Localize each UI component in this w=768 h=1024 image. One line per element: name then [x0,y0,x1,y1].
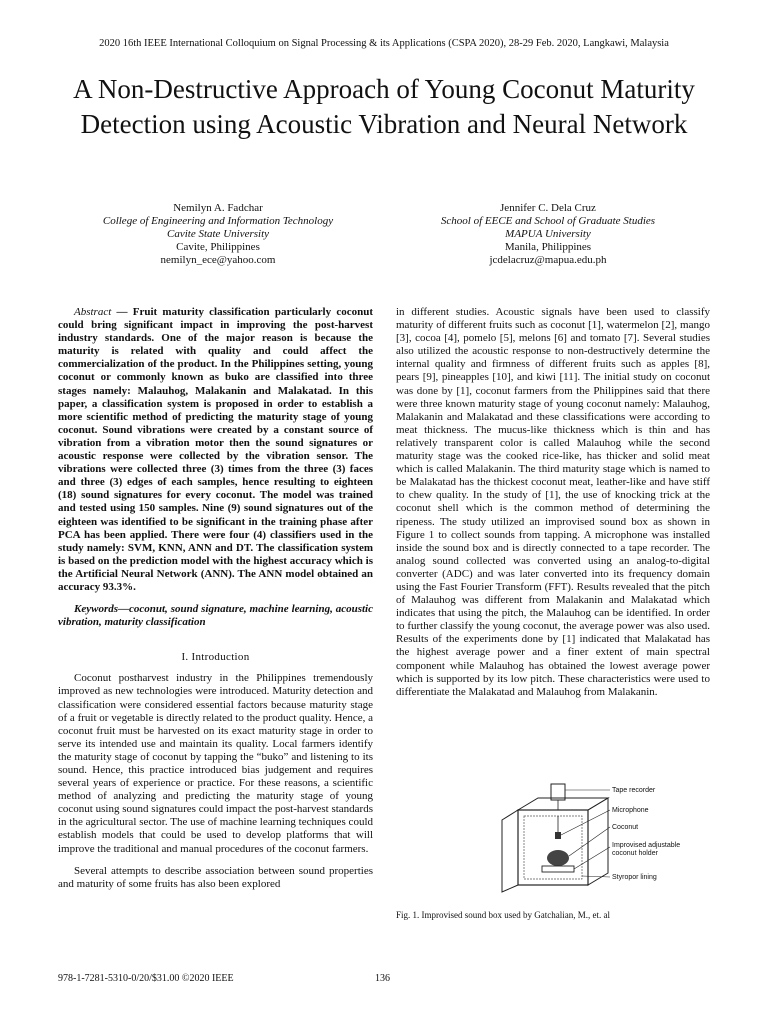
coconut-holder-shape [542,866,574,872]
page-number: 136 [375,973,390,984]
author-block-1 [68,202,368,267]
intro-paragraph-2-continued: in different studies. Acoustic signals have been used to classify maturity of different fruits such as coconut [1], watermelon [2], mango [3], cocoa [4], pomelo [5], melons [6] and tomato [7]. Several studies also utilized the acoustic response to non-destructively determine the internal quality and firmness of different fruits such as apples [8], pears [9], pineapples [10], and kiwi [11]. The initial study on coconut was done by [1], coconut farmers from the Philippines said that there were three known maturity stage of young coconut namely: Malauhog, Malakanin and Malakatad and these classifications were according to meat thickness. The mucus-like thickness which is thin and has relatively transparent color is called Malauhog while the second maturity stage was the cooked rice-like, has thicker and solid meat which is called Malakanin. The third maturity stage which is named to be Malakatad has the thickest coconut meat, leather-like and have stiff to chew quality. In the study of [1], the use of knocking trick at the coconut shell which is the common method of determining the ripeness. The study utilized an improvised sound box as shown in Figure 1 to collect sounds from tapping. A microphone was installed inside the sound box and is directly connected to a tape recorder. The analog sound collected was converted using an analog-to-digital converter (ADC) and was later converted into its frequency domain using the Fast Fourier Transform (FFT). Results revealed that the pitch of Malauhog was different from Malakanin and Malakatad which indicates that using the pitch, the Malauhog can be identified. In order to further classify the young coconut, the average power was also used. Results of the experiments done by [1] indicated that Malakatad has the highest average power and a finer extent of main spectral component while Malauhog has obtained the lowest average power which is supported by its low pitch. These characteristics were used to differentiate the Malakatad and Malauhog from Malakanin. [396,306,710,698]
footer-isbn: 978-1-7281-5310-0/20/$31.00 ©2020 IEEE [58,973,234,984]
label-microphone: Microphone [612,807,649,814]
label-tape-recorder: Tape recorder [612,787,656,794]
intro-paragraph-2: Several attempts to describe association between sound properties and maturity of some fruits has also been explored [58,864,373,890]
coconut-shape [547,850,569,866]
box-side [588,798,608,885]
label-holder-line1: Improvised adjustable [612,842,681,849]
author-name: Jennifer C. Dela Cruz [500,202,596,214]
label-styropor: Styropor lining [612,874,657,881]
box-front [518,810,588,885]
abstract-label: Abstract [74,306,112,318]
label-holder-line2: coconut holder [612,850,658,857]
styropor-lining-shape [524,816,582,879]
left-column [58,306,373,891]
box-door [502,810,518,892]
author-institution: Cavite State University [166,228,270,240]
author-affiliation: College of Engineering and Information Technology [102,215,334,227]
author-block-2 [398,202,698,267]
author-location: Cavite, Philippines [176,241,260,253]
paper-title: A Non-Destructive Approach of Young Coconut Maturity Detection using Acoustic Vibration and Neural Network [73,74,695,139]
leader-line [574,847,610,869]
keywords: Keywords—coconut, sound signature, machine learning, acoustic vibration, maturity classification [58,603,373,629]
conference-header: 2020 16th IEEE International Colloquium on Signal Processing & its Applications (CSPA 2020), 28-29 Feb. 2020, Langkawi, Malaysia [99,38,669,49]
author-email: jcdelacruz@mapua.edu.ph [489,254,607,266]
abstract [58,306,373,594]
author-affiliation: School of EECE and School of Graduate Studies [440,215,656,227]
right-column [396,306,710,699]
figure-caption: Fig. 1. Improvised sound box used by Gatchalian, M., et. al [396,910,610,920]
sound-box-diagram [498,780,698,898]
intro-paragraph-1: Coconut postharvest industry in the Philippines tremendously improved as new technologies were introduced. Maturity detection and classification were considered essential factors because maturity stage of a fruit or vegetable is directly related to the product quality. Hence, a coconut fruit must be harvested on its exact maturity stage in order to serve its intended use and maintain its quality. Local farmers identify the maturity stage of coconut by tapping the “buko” and listening to its sound. Hence, this practice introduced bias judgement and requires several years of experience or practice. For these reasons, a scientific method of analyzing and predicting the maturity stage of young coconut using sound signatures could impact the post-harvest standards in the agricultural sector. The use of machine learning techniques could establish models that could be used to develop platforms that will improve the traditional and manual procedures of the coconut farmers. [58,672,373,855]
author-location: Manila, Philippines [504,241,592,253]
author-institution: MAPUA University [505,228,591,240]
figure-sound-box [498,780,698,898]
section-heading-introduction: I. Introduction [181,651,250,664]
leader-line [569,827,610,856]
abstract-text: — Fruit maturity classification particularly coconut could bring significant impact in improving the post-harvest industry standards. One of the major reason is because the maturity is related with quality and could affect the commercialization of the product. In the Philippines setting, young coconut or commonly known as buko are classified into three stages namely: Malauhog, Malakanin and Malakatad. In this paper, a classification system is proposed in order to establish a more scientific method of predicting the maturity stage of young coconut. Sound vibrations were created by a constant source of vibration from a vibration motor then the sound signatures or acoustic response were collected by the vibration sensor. The vibrations were collected three (3) times from the three (3) faces and three (3) edges of each samples, hence resulting to eighteen (18) sound signatures for every coconut. The model was trained and tested using 150 samples. Nine (9) sound signatures out of the eighteen was identified to be significant in the training phase after PCA has been applied. There were four (4) classifiers used in the study namely: SVM, KNN, ANN and DT. The classification system is based on the prediction model with the highest accuracy which is the Artificial Neural Network (ANN). The ANN model obtained an accuracy 93.3%. [58,306,373,593]
leader-line [561,810,610,835]
label-coconut: Coconut [612,824,639,831]
leader-line [582,876,610,877]
author-name: Nemilyn A. Fadchar [173,202,263,214]
microphone-shape [555,832,561,839]
author-email: nemilyn_ece@yahoo.com [160,254,276,266]
